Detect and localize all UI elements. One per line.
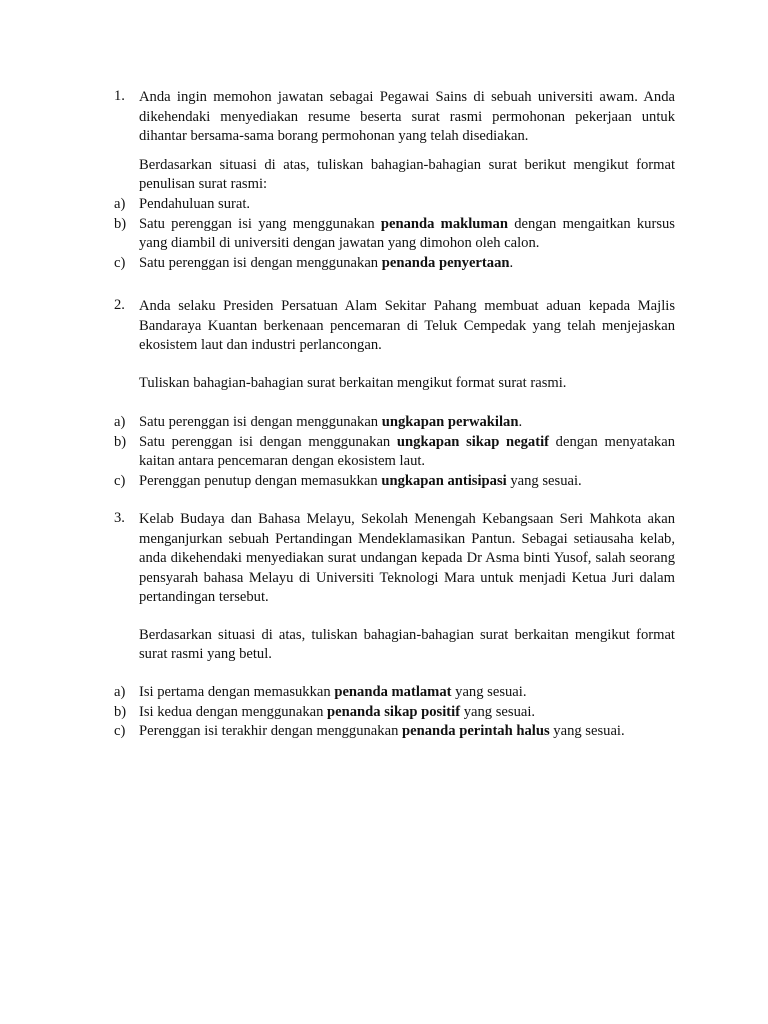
item-text-end: yang sesuai. bbox=[549, 723, 625, 739]
list-item bbox=[114, 433, 675, 472]
item-text: Satu perenggan isi dengan menggunakan bbox=[139, 433, 397, 450]
question-number: 1. bbox=[114, 88, 125, 104]
list-item bbox=[114, 195, 675, 215]
list-item bbox=[114, 413, 675, 433]
item-text-end: dengan mengaitkan kursus yang diambil di universiti dengan jawatan yang dimohon oleh calon. bbox=[139, 215, 675, 251]
item-text-end: yang sesuai. bbox=[451, 684, 527, 700]
list-item bbox=[114, 722, 675, 742]
question-paragraph: Anda ingin memohon jawatan sebagai Pegawai Sains di sebuah universiti awam. Anda dikehendaki menyediakan resume beserta surat rasmi permohonan pekerjaan untuk dihantar bersama-sama borang permohonan yang telah disediakan. bbox=[139, 89, 675, 144]
item-bold-text: penanda perintah halus bbox=[402, 723, 550, 739]
list-item bbox=[114, 472, 675, 492]
question-1-items bbox=[114, 195, 675, 273]
question-2 bbox=[114, 297, 675, 393]
item-text: Pendahuluan surat. bbox=[139, 196, 251, 212]
item-text: Perenggan isi terakhir dengan menggunakan bbox=[139, 723, 403, 739]
item-bold-text: ungkapan sikap negatif bbox=[396, 433, 549, 450]
question-number: 2. bbox=[114, 297, 125, 313]
list-item bbox=[114, 215, 675, 254]
item-label: c) bbox=[114, 254, 126, 271]
question-3 bbox=[114, 510, 675, 665]
item-text: Isi pertama dengan memasukkan bbox=[139, 684, 335, 700]
item-text: Satu perenggan isi dengan menggunakan bbox=[139, 254, 382, 271]
item-label: b) bbox=[114, 215, 127, 232]
item-text-end: yang sesuai. bbox=[460, 703, 536, 720]
item-bold-text: penanda matlamat bbox=[334, 684, 452, 700]
list-item bbox=[114, 254, 675, 274]
item-label: a) bbox=[114, 414, 126, 430]
question-paragraph: Anda selaku Presiden Persatuan Alam Sekitar Pahang membuat aduan kepada Majlis Bandaraya Kuantan berkenaan pencemaran di Teluk Cempedak yang telah menjejaskan ekosistem laut dan industri perlancongan. bbox=[139, 298, 675, 353]
item-bold-text: ungkapan perwakilan bbox=[381, 414, 519, 430]
item-label: c) bbox=[114, 472, 126, 489]
list-item bbox=[114, 683, 675, 703]
item-text-end: . bbox=[509, 254, 514, 271]
question-3-items bbox=[114, 683, 675, 742]
item-text-end: dengan menyatakan kaitan antara pencemaran dengan ekosistem laut. bbox=[139, 433, 675, 469]
item-label: b) bbox=[114, 433, 127, 450]
question-instruction: Berdasarkan situasi di atas, tuliskan bahagian-bahagian surat berkaitan mengikut format surat rasmi yang betul. bbox=[139, 626, 675, 662]
item-label: b) bbox=[114, 703, 127, 720]
question-paragraph: Kelab Budaya dan Bahasa Melayu, Sekolah Menengah Kebangsaan Seri Mahkota akan menganjurkan sebuah Pertandingan Mendeklamasikan Pantun. Sebagai setiausaha kelab, anda dikehendaki menyediakan surat undangan kepada Dr Asma binti Yusof, salah seorang pensyarah bahasa Melayu di Universiti Teknologi Mara untuk menjadi Ketua Juri dalam pertandingan tersebut. bbox=[139, 511, 675, 605]
question-instruction: Tuliskan bahagian-bahagian surat berkaitan mengikut format surat rasmi. bbox=[139, 374, 567, 391]
item-text: Satu perenggan isi yang menggunakan bbox=[139, 215, 381, 232]
item-label: a) bbox=[114, 196, 126, 212]
item-label: c) bbox=[114, 723, 126, 739]
list-item bbox=[114, 703, 675, 723]
item-text: Isi kedua dengan menggunakan bbox=[139, 703, 328, 720]
item-text-end: . bbox=[518, 414, 523, 430]
question-instruction: Berdasarkan situasi di atas, tuliskan bahagian-bahagian surat berikut mengikut format penulisan surat rasmi: bbox=[139, 156, 675, 192]
question-2-items bbox=[114, 413, 675, 491]
item-text-end: yang sesuai. bbox=[506, 472, 582, 489]
item-bold-text: penanda sikap positif bbox=[327, 703, 461, 720]
item-bold-text: penanda penyertaan bbox=[381, 254, 510, 271]
item-bold-text: penanda makluman bbox=[380, 215, 508, 232]
item-label: a) bbox=[114, 684, 126, 700]
question-number: 3. bbox=[114, 510, 125, 526]
item-bold-text: ungkapan antisipasi bbox=[381, 472, 507, 489]
item-text: Perenggan penutup dengan memasukkan bbox=[139, 472, 382, 489]
question-1 bbox=[114, 88, 675, 195]
item-text: Satu perenggan isi dengan menggunakan bbox=[139, 414, 382, 430]
